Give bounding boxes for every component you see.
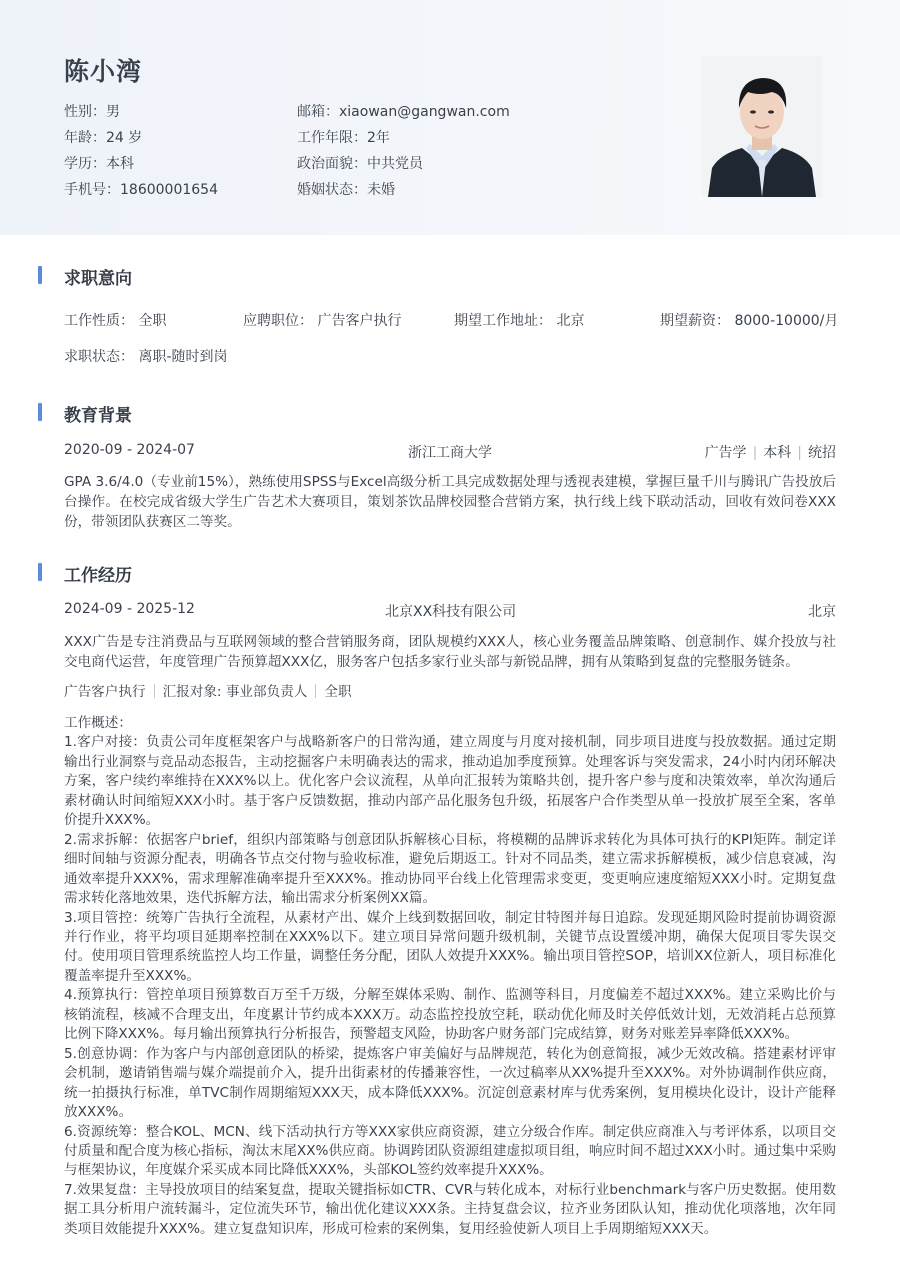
candidate-name: 陈小湾: [64, 57, 143, 86]
intention-location: 期望工作地址： 北京: [454, 313, 585, 329]
section-accent-bar: [38, 403, 42, 421]
work-city: 北京: [808, 604, 836, 620]
section-title-intention: 求职意向: [38, 264, 438, 286]
intention-salary: 期望薪资： 8000-10000/月: [660, 313, 839, 329]
work-item-project-control: 3.项目管控：统筹广告执行全流程，从素材产出、媒介上线到数据回收，制定甘特图并每日追踪。发现延期风险时提前协调资源并行作业，将平均项目延期率控制在XXX%以下。建立项目异常问题升级机制，关键节点设置缓冲期，确保大促项目零失误交付。使用项目管理系统监控人均工作量，调整任务分配，团队人效提升XXX%。输出项目管控SOP，培训XX位新人，项目标准化覆盖率提升至XXX%。: [64, 909, 836, 984]
work-summary-label: 工作概述：: [64, 715, 132, 731]
intention-position: 应聘职位： 广告客户执行: [243, 313, 402, 329]
work-item-resources: 6.资源统筹：整合KOL、MCN、线下活动执行方等XXX家供应商资源，建立分级合作库。制定供应商准入与考评体系，以项目交付质量和配合度为核心指标，淘汰末尾XX%供应商。协调跨团队资源组建虚拟项目组，响应时间不超过XXX小时。通过集中采购与框架协议，年度媒介采买成本同比降低XXX%，头部KOL签约效率提升XXX%。: [64, 1123, 836, 1179]
section-accent-bar: [38, 266, 42, 284]
education-major-degree: 广告学 | 本科 | 统招: [704, 445, 836, 461]
intention-work-type: 工作性质： 全职: [64, 313, 167, 329]
info-age: 年龄：24 岁: [64, 130, 143, 146]
education-period: 2020-09 - 2024-07: [64, 442, 195, 458]
work-tag: 全职: [324, 684, 352, 700]
person-portrait-icon: [702, 56, 822, 197]
info-education: 学历：本科: [64, 156, 134, 172]
info-political: 政治面貌：中共党员: [297, 156, 423, 172]
work-item-client: 1.客户对接：负责公司年度框架客户与战略新客户的日常沟通，建立周度与月度对接机制，同步项目进度与投放数据。通过定期输出行业洞察与竞品动态报告，主动挖掘客户未明确表达的需求，推动追加季度预算。处理客诉与突发需求，24小时内闭环解决方案，客户续约率维持在XXX%以上。优化客户会议流程，从单向汇报转为策略共创，提升客户参与度和决策效率，单次沟通后素材确认时间缩短XXX小时。基于客户反馈数据，推动内部产品化服务包升级，拓展客户合作类型从单一投放扩展至全案，客单价提升XXX%。: [64, 734, 836, 829]
section-title-work: 工作经历: [38, 561, 438, 583]
work-item-budget: 4.预算执行：管控单项目预算数百万至千万级，分解至媒体采购、制作、监测等科目，月度偏差不超过XXX%。建立采购比价与核销流程，核减不合理支出，年度累计节约成本XXX万。动态监控投放空耗，联动优化师及时关停低效计划，无效消耗占总预算比例下降XXX%。每月输出预算执行分析报告，预警超支风险，协助客户财务部门完成结算，财务对账差异率降低XXX%。: [64, 987, 836, 1043]
work-period: 2024-09 - 2025-12: [64, 601, 195, 617]
work-summary: [64, 714, 836, 1239]
info-work-years: 工作年限：2年: [297, 130, 390, 146]
work-item-creative: 5.创意协调：作为客户与内部创意团队的桥梁，提炼客户审美偏好与品牌规范，转化为创意简报，减少无效改稿。搭建素材评审会机制，邀请销售端与媒介端提前介入，提升出街素材的传播兼容性，一次过稿率从XX%提升至XXX%。对外协调制作供应商，统一拍摄执行标准，单TVC制作周期缩短XXX天，成本降低XXX%。沉淀创意素材库与优秀案例，复用模块化设计，设计产能释放XXX%。: [64, 1045, 836, 1121]
section-accent-bar: [38, 563, 42, 581]
info-marital: 婚姻状态：未婚: [297, 182, 395, 198]
section-title-education: 教育背景: [38, 401, 438, 423]
work-item-requirements: 2.需求拆解：依据客户brief，组织内部策略与创意团队拆解核心目标，将模糊的品牌诉求转化为具体可执行的KPI矩阵。制定详细时间轴与资源分配表，明确各节点交付物与验收标准，避免后期返工。针对不同品类，建立需求拆解模板，减少信息衰减，沟通效率提升XXX%，需求理解准确率提升至XXX%。推动协同平台线上化管理需求变更，变更响应速度缩短XXX小时。定期复盘需求转化落地效果，迭代拆解方法，输出需求分析案例XX篇。: [64, 831, 836, 907]
info-email: 邮箱：xiaowan@gangwan.com: [297, 104, 510, 120]
work-tags: [64, 680, 352, 700]
profile-photo: [702, 56, 822, 197]
company-intro: XXX广告是专注消费品与互联网领域的整合营销服务商，团队规模约XXX人，核心业务覆盖品牌策略、创意制作、媒介投放与社交电商代运营，年度管理广告预算超XXX亿，服务客户包括多家行业头部与新锐品牌，拥有从策略到复盘的完整服务链条。: [64, 634, 836, 670]
work-company: 北京XX科技有限公司: [385, 604, 517, 620]
work-item-review: 7.效果复盘：主导投放项目的结案复盘，提取关键指标如CTR、CVR与转化成本，对标行业benchmark与客户历史数据。使用数据工具分析用户流转漏斗，定位流失环节，输出优化建议XXX条。主持复盘会议，拉齐业务团队认知，推动优化项落地，次年同类项目效能提升XXX%。建立复盘知识库，形成可检索的案例集，复用经验使新人项目上手周期缩短XXX天。: [64, 1181, 836, 1237]
education-school: 浙江工商大学: [408, 445, 492, 461]
info-gender: 性别：男: [64, 104, 120, 120]
work-tag: 汇报对象: 事业部负责人: [162, 684, 308, 700]
info-phone: 手机号：18600001654: [64, 182, 218, 198]
education-description: GPA 3.6/4.0（专业前15%），熟练使用SPSS与Excel高级分析工具完成数据处理与透视表建模，掌握巨量千川与腾讯广告投放后台操作。在校完成省级大学生广告艺术大赛项目，策划茶饮品牌校园整合营销方案，执行线上线下联动活动，回收有效问卷XXX份，带领团队获赛区二等奖。: [64, 474, 836, 530]
work-tag: 广告客户执行: [64, 684, 146, 700]
intention-status: 求职状态： 离职-随时到岗: [64, 349, 228, 365]
